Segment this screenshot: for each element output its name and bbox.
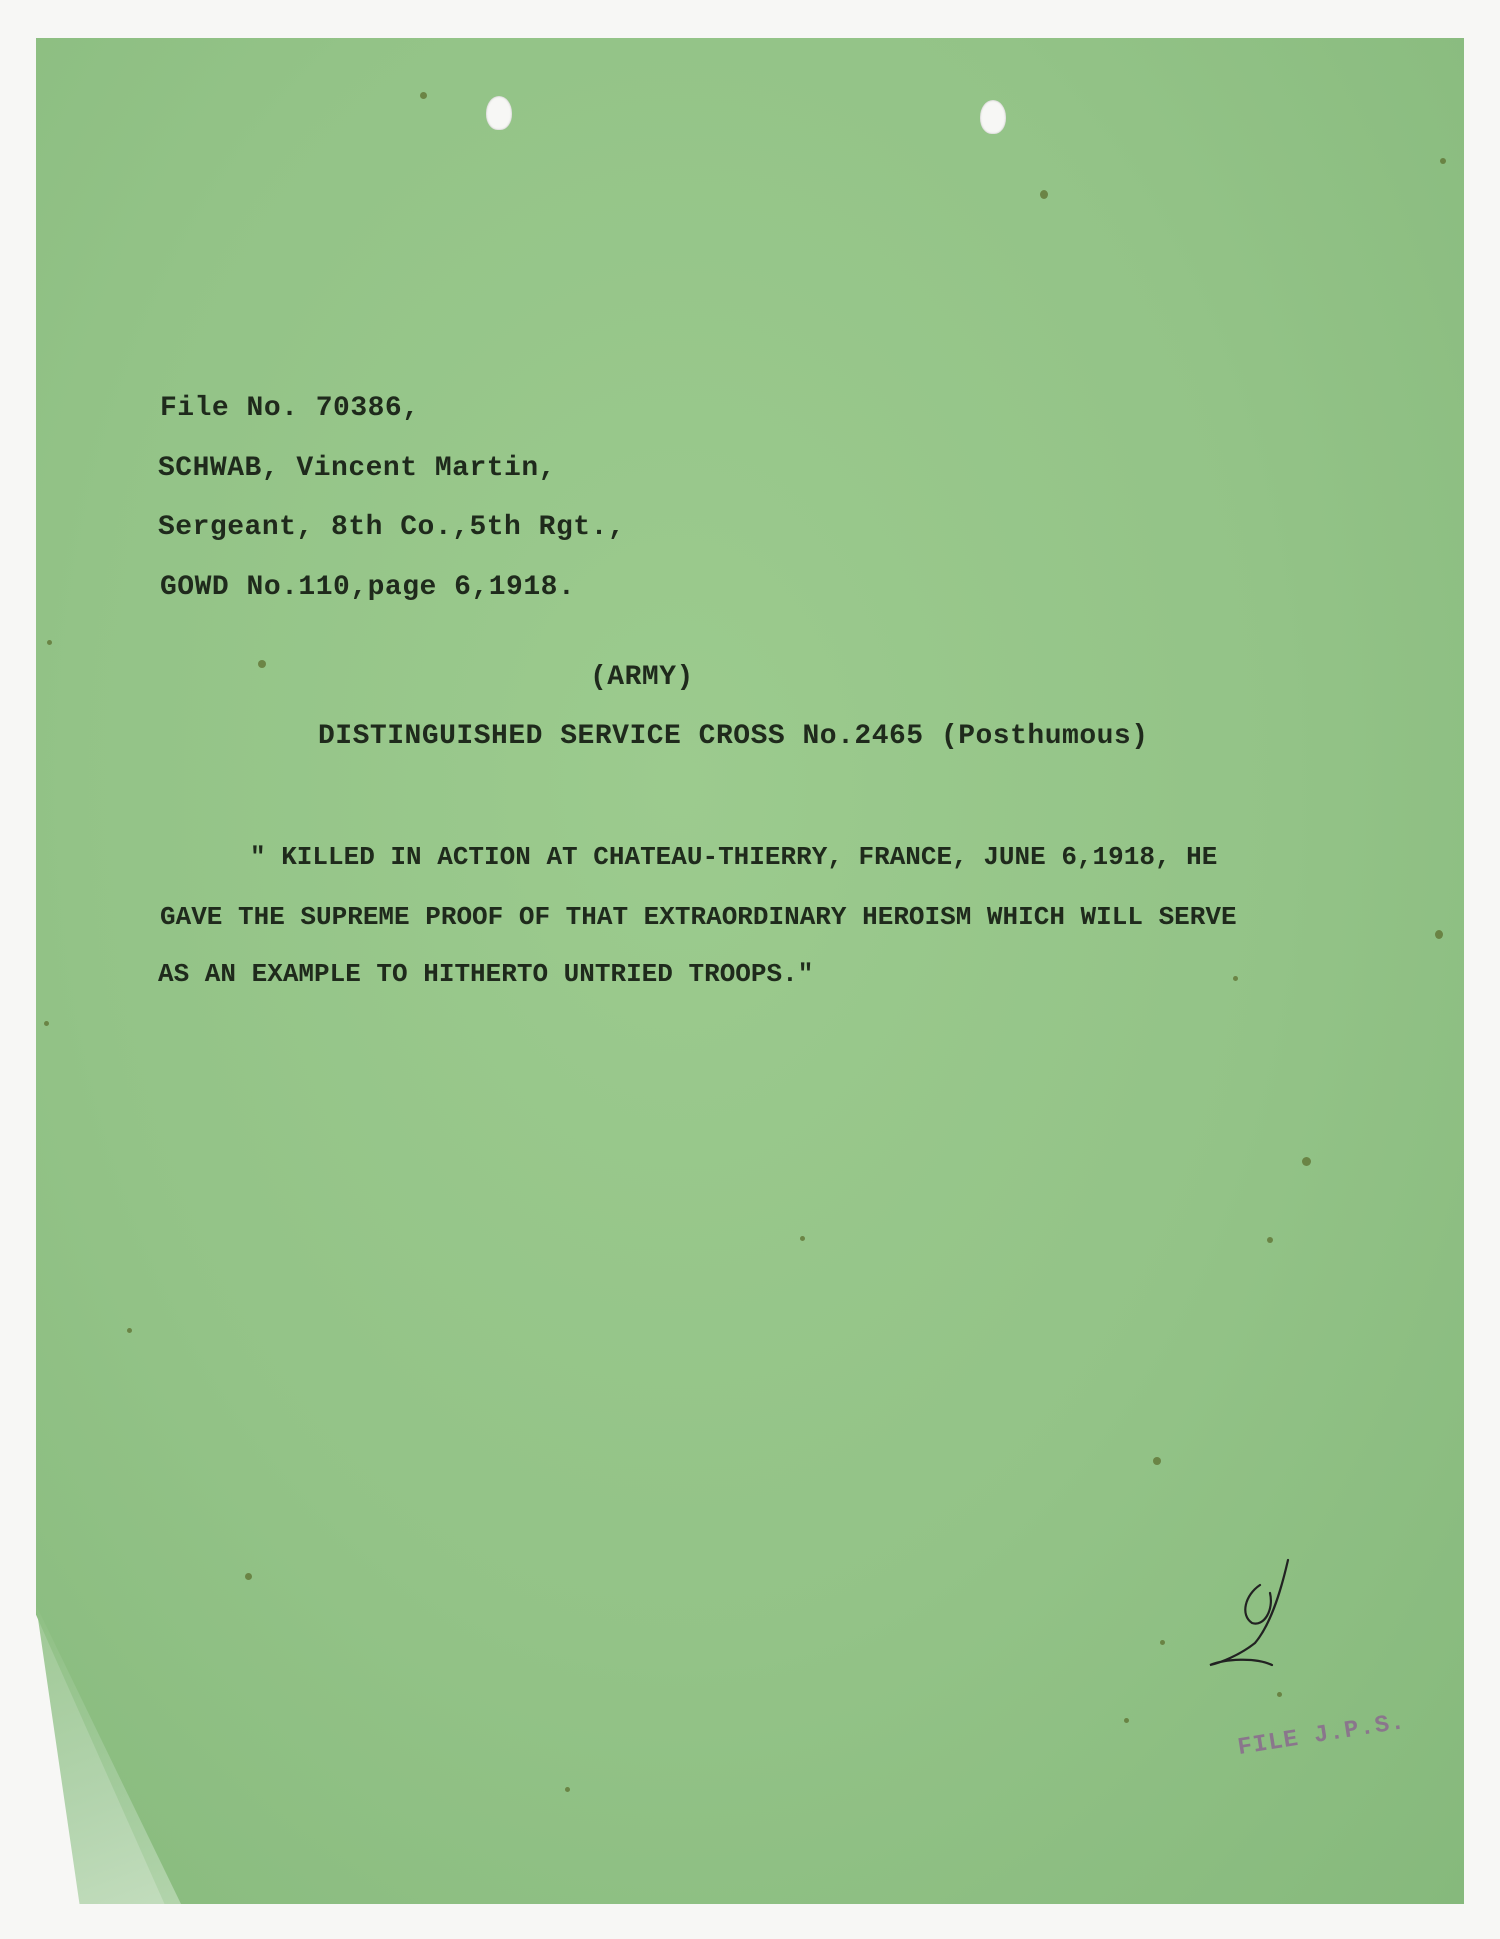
paper-speck	[1153, 1457, 1161, 1465]
paper-speck	[47, 640, 52, 645]
paper-speck	[258, 660, 266, 668]
file-stamp: FILE J.P.S.	[1235, 1708, 1408, 1763]
paper-speck	[1440, 158, 1446, 164]
paper-speck	[800, 1236, 805, 1241]
paper-speck	[1302, 1157, 1311, 1166]
paper-speck	[1040, 190, 1048, 199]
punch-hole-left	[486, 96, 512, 130]
handwritten-initial-mark	[1200, 1555, 1310, 1675]
punch-hole-right	[980, 100, 1006, 134]
name-line: SCHWAB, Vincent Martin,	[158, 453, 556, 484]
citation-line-3: AS AN EXAMPLE TO HITHERTO UNTRIED TROOPS."	[158, 959, 814, 989]
paper-speck	[127, 1328, 132, 1333]
paper-speck	[1233, 976, 1238, 981]
citation-line-2: GAVE THE SUPREME PROOF OF THAT EXTRAORDINARY HEROISM WHICH WILL SERVE	[160, 902, 1237, 932]
paper-speck	[44, 1021, 49, 1026]
paper-speck	[1124, 1718, 1129, 1723]
citation-line-1: " KILLED IN ACTION AT CHATEAU-THIERRY, FRANCE, JUNE 6,1918, HE	[250, 842, 1218, 872]
paper-speck	[420, 92, 427, 99]
file-number-line: File No. 70386,	[160, 393, 420, 424]
order-reference-line: GOWD No.110,page 6,1918.	[160, 572, 576, 603]
branch-heading: (ARMY)	[590, 662, 694, 693]
paper-speck	[1277, 1692, 1282, 1697]
award-heading: DISTINGUISHED SERVICE CROSS No.2465 (Posthumous)	[318, 721, 1149, 752]
paper-speck	[1435, 930, 1443, 939]
paper-speck	[565, 1787, 570, 1792]
paper-speck	[245, 1573, 252, 1580]
paper-speck	[1267, 1237, 1273, 1243]
paper-speck	[1160, 1640, 1165, 1645]
rank-unit-line: Sergeant, 8th Co.,5th Rgt.,	[158, 512, 626, 543]
